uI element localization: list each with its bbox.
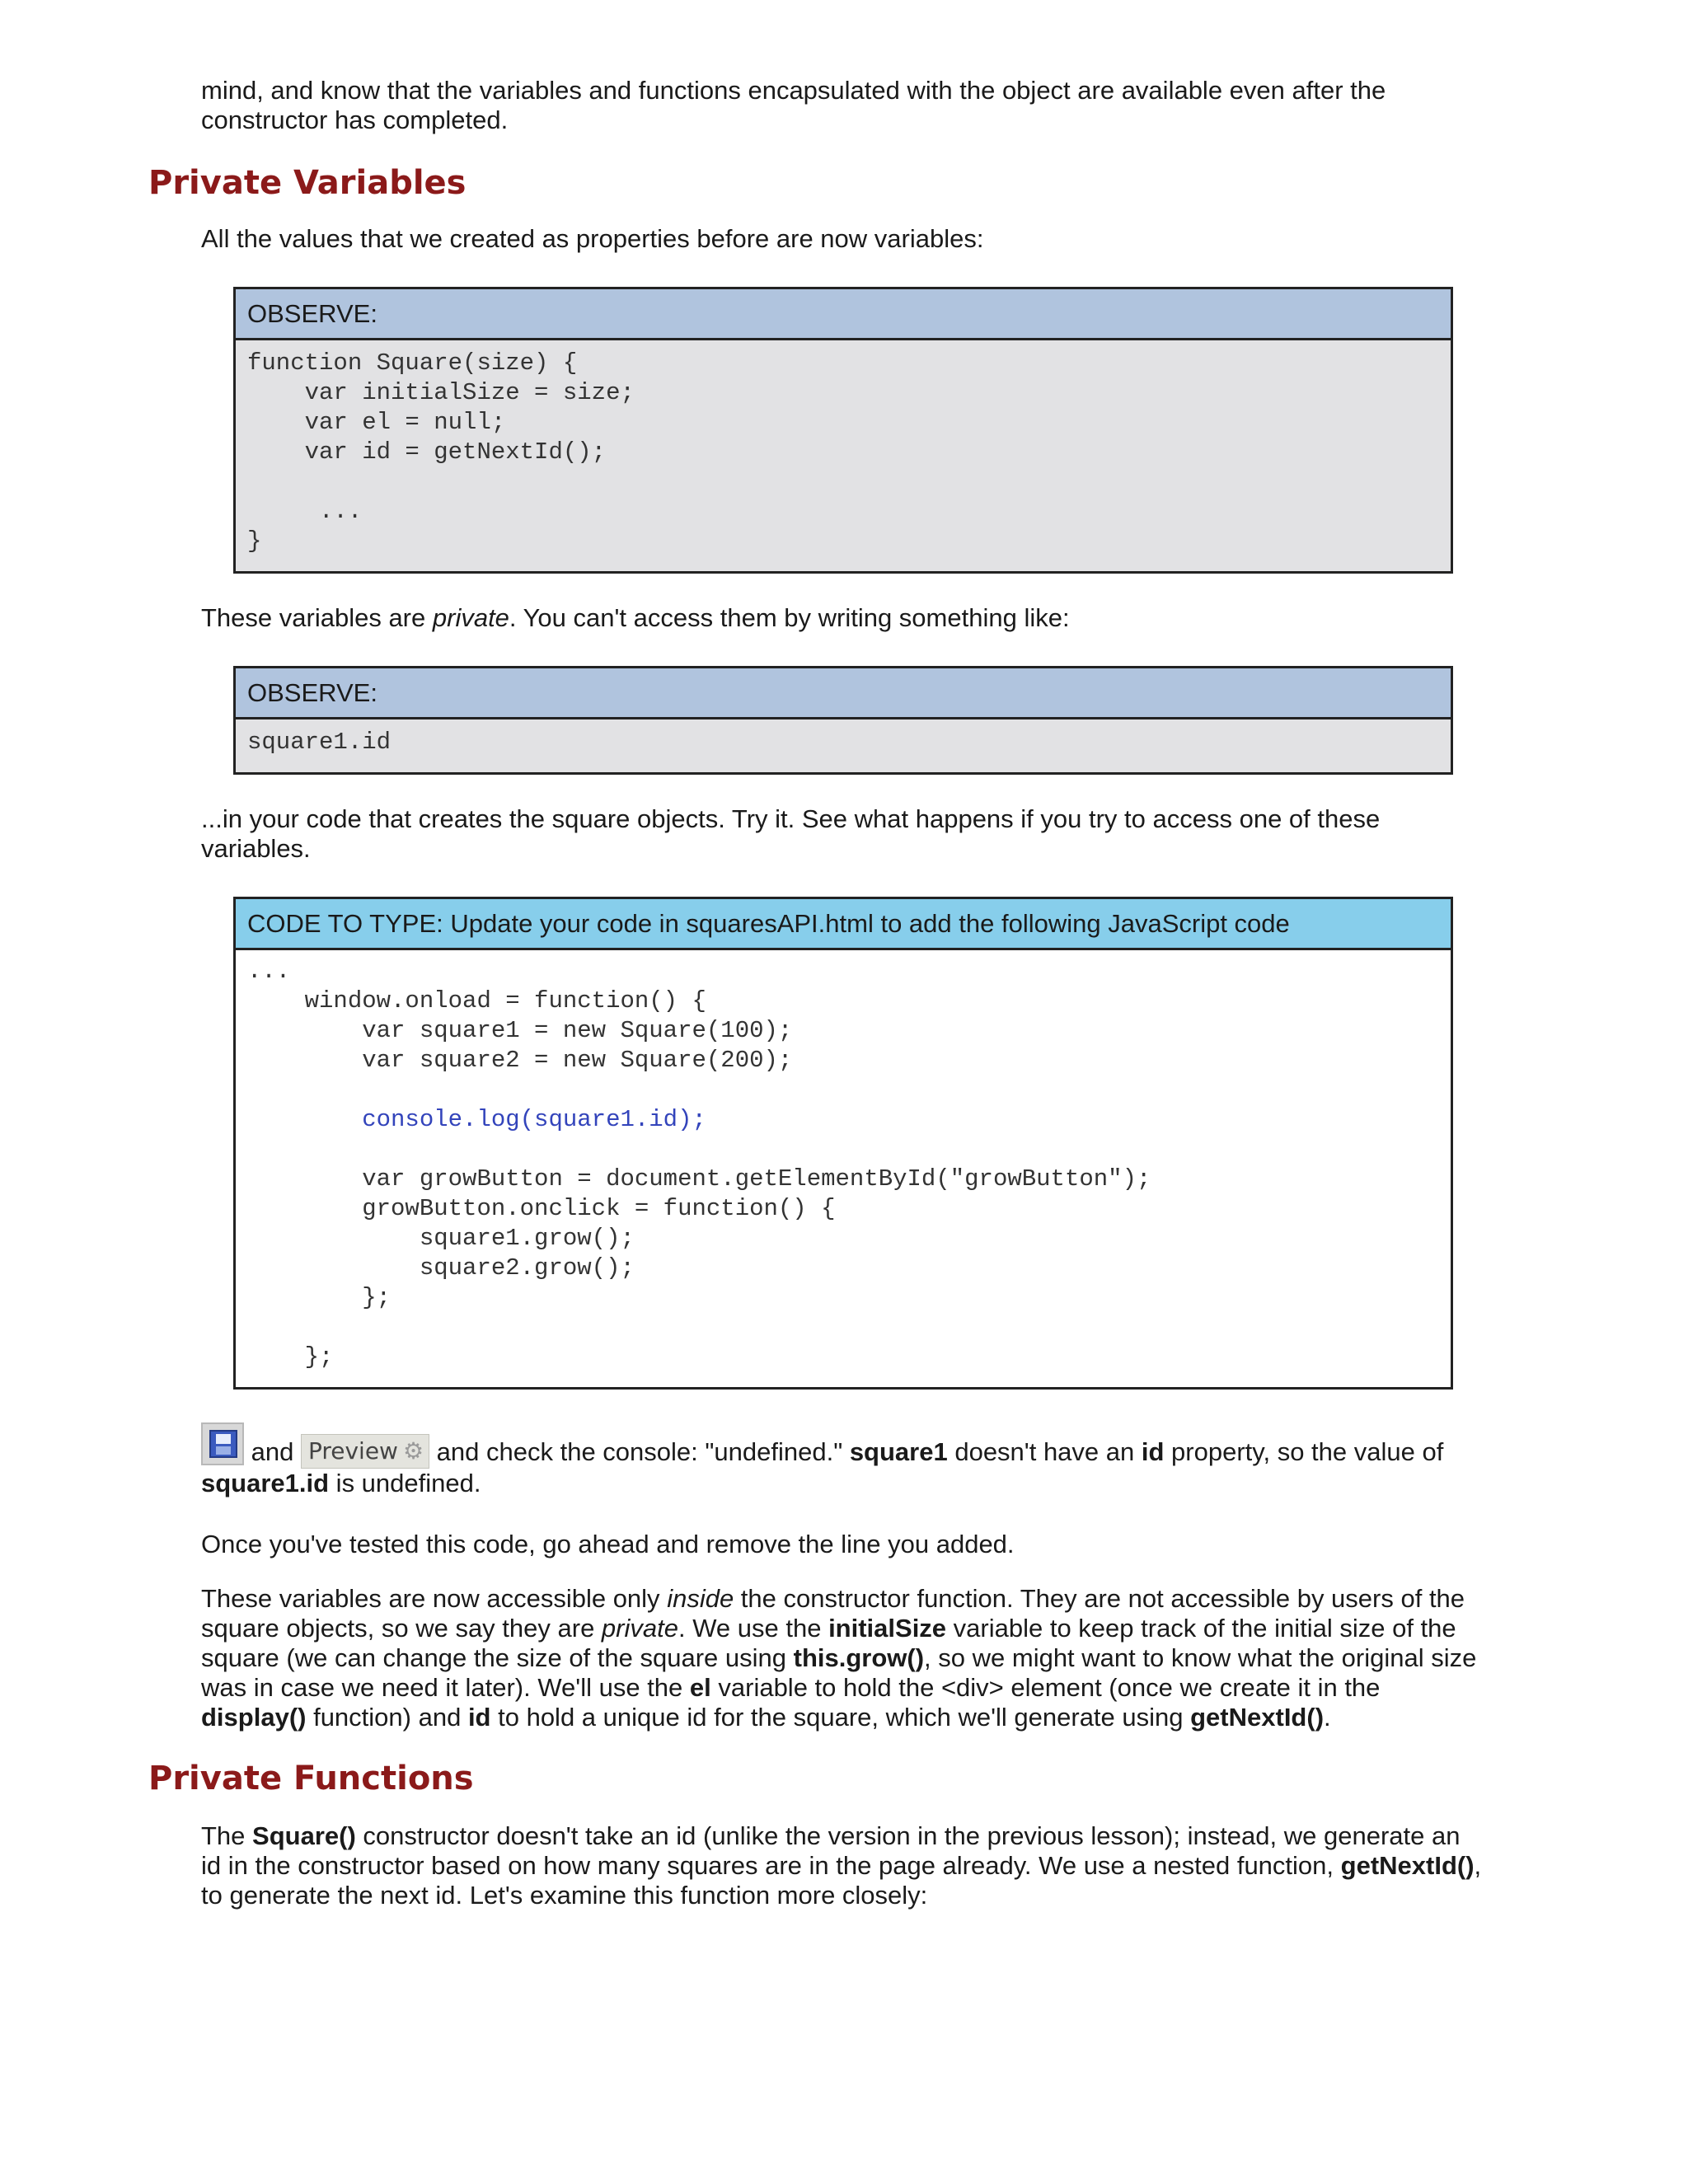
observe-box-constructor [233, 287, 1453, 574]
code-window-onload[interactable]: ... window.onload = function() { var square1 = new Square(100); var square2 = new Square(200); console.log(square1.id); var growButton = document.getElementById("growButton"); growButton.onclick = function() { square1.grow(); square2.grow(); }; }; [247, 958, 1151, 1371]
heading-private-functions: Private Functions [148, 1760, 474, 1797]
observe-box-access [233, 666, 1453, 775]
intro-line-2: constructor has completed. [201, 105, 509, 134]
paragraph-values-now-variables: All the values that we created as properties before are now variables: [201, 224, 984, 253]
paragraph-save-preview: and Preview ⚙ and check the console: "undefined." square1 doesn't have an id property, so the value of square1.id is undefined. [201, 1422, 1484, 1498]
code-to-type-header: CODE TO TYPE: Update your code in squaresAPI.html to add the following JavaScript code [236, 899, 1451, 950]
save-icon[interactable] [201, 1422, 244, 1465]
paragraph-nested-function: The Square() constructor doesn't take an id (unlike the version in the previous lesson); instead, we generate an id in the constructor based on how many squares are in the page already. We use a nested function, getNextId(), to generate the next id. Let's examine this function more closely: [201, 1821, 1482, 1910]
paragraph-private-note: These variables are private. You can't access them by writing something like: [201, 603, 1070, 632]
intro-paragraph [201, 76, 1487, 135]
paragraph-remove-line: Once you've tested this code, go ahead and remove the line you added. [201, 1530, 1015, 1558]
code-square-constructor[interactable]: function Square(size) { var initialSize = size; var el = null; var id = getNextId(); ... } [247, 349, 635, 555]
code-to-type-box [233, 897, 1453, 1390]
gear-icon: ⚙ [402, 1437, 424, 1465]
intro-line-1: mind, and know that the variables and functions encapsulated with the object are available even after the [201, 76, 1386, 105]
paragraph-private-explanation: These variables are now accessible only inside the constructor function. They are not accessible by users of the square objects, so we say they are private. We use the initialSize variable to keep track of the initial size of the square (we can change the size of the square using this.grow(), so we might want to know what the original size was in case we need it later). We'll use the el variable to hold the <div> element (once we create it in the display() function) and id to hold a unique id for the square, which we'll generate using getNextId(). [201, 1584, 1477, 1732]
paragraph-try-it: ...in your code that creates the square objects. Try it. See what happens if you try to access one of these variables. [201, 804, 1381, 863]
preview-button[interactable]: Preview ⚙ [301, 1434, 429, 1469]
heading-private-variables: Private Variables [148, 164, 467, 202]
added-console-log-line: console.log(square1.id); [247, 1106, 706, 1133]
observe-box-header: OBSERVE: [236, 668, 1451, 719]
code-square1-id[interactable]: square1.id [247, 729, 392, 756]
observe-box-header: OBSERVE: [236, 289, 1451, 340]
